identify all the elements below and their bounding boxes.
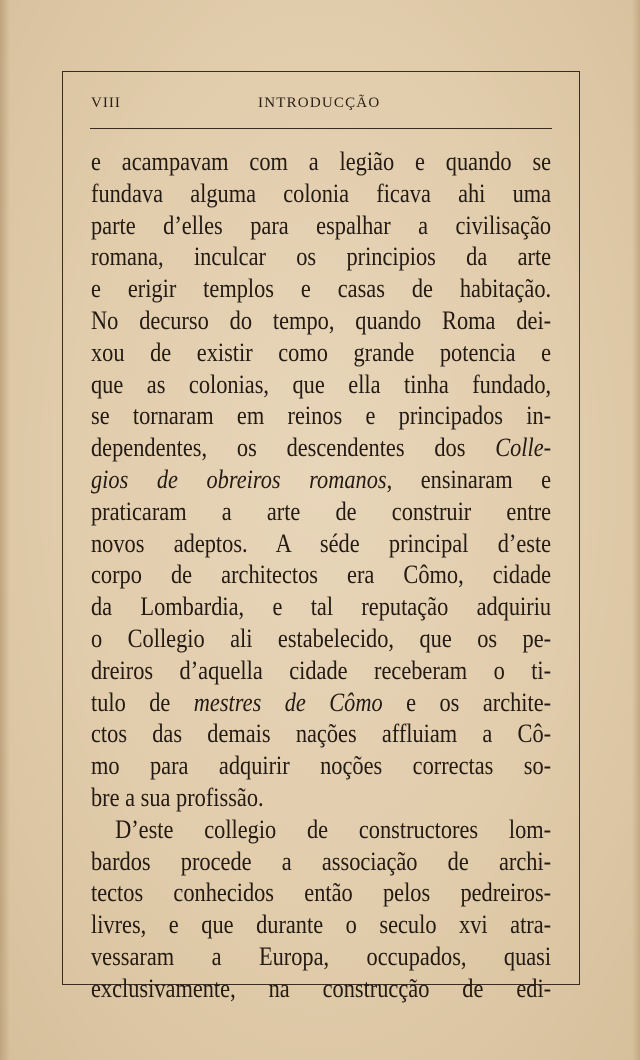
- text-line: e acampavam com a legião e quando se: [91, 147, 552, 176]
- text-segment: dependentes, os descendentes dos: [91, 433, 496, 463]
- frame-rule-right: [579, 71, 580, 984]
- text-line: exclusivamente, na construcção de edi-: [91, 973, 552, 1003]
- text-line: corpo de architectos era Cômo, cidade: [91, 560, 552, 590]
- text-line: dreiros d’aquella cidade receberam o ti-: [91, 655, 552, 685]
- text-line: o Collegio ali estabelecido, que os pe-: [91, 623, 552, 653]
- text-segment: e os archite-: [382, 687, 552, 717]
- text-line: praticaram a arte de construir entre: [91, 496, 552, 526]
- italic-term: gios de obreiros romanos: [91, 464, 387, 494]
- text-line: D’este collegio de constructores lom-: [115, 814, 552, 844]
- text-line: No decurso do tempo, quando Roma dei-: [91, 305, 552, 335]
- frame-rule-left: [62, 71, 63, 984]
- header-rule: [90, 128, 552, 129]
- text-line: bardos procede a associação de archi-: [91, 846, 552, 876]
- text-line: [91, 432, 551, 464]
- text-line: se tornaram em reinos e principados in-: [91, 401, 552, 431]
- text-line: parte d’elles para espalhar a civilisação: [91, 210, 552, 240]
- frame-rule-top: [62, 71, 580, 72]
- text-line: livres, e que durante o seculo xvi atra-: [91, 910, 552, 940]
- running-head: INTRODUCÇÃO: [258, 95, 381, 111]
- text-line: novos adeptos. A séde principal d’este: [91, 528, 552, 558]
- italic-term: Colle-: [495, 433, 552, 463]
- text-line: [91, 464, 551, 496]
- text-line: vessaram a Europa, occupados, quasi: [91, 941, 552, 971]
- text-line: ctos das demais nações affluiam a Cô-: [91, 719, 552, 749]
- text-line: da Lombardia, e tal reputação adquiriu: [91, 592, 552, 622]
- text-line: tectos conhecidos então pelos pedreiros-: [91, 878, 552, 908]
- text-line: bre a sua profissão.: [91, 782, 264, 812]
- text-segment: , ensinaram e: [386, 464, 552, 494]
- page-edge-left: [0, 0, 10, 1060]
- text-segment: tulo de: [91, 687, 194, 717]
- text-line: que as colonias, que ella tinha fundado,: [91, 369, 552, 399]
- text-line: romana, inculcar os principios da arte: [91, 242, 552, 272]
- text-line: xou de existir como grande potencia e: [91, 337, 552, 367]
- text-line: e erigir templos e casas de habitação.: [91, 274, 552, 304]
- page-edge-right: [632, 0, 640, 1060]
- page-number: VIII: [91, 95, 121, 111]
- text-line: [91, 687, 551, 719]
- text-line: mo para adquirir noções correctas so-: [91, 751, 552, 781]
- italic-term: mestres de Cômo: [193, 687, 383, 717]
- text-line: fundava alguma colonia ficava ahi uma: [91, 178, 552, 208]
- body-text: [91, 146, 551, 1005]
